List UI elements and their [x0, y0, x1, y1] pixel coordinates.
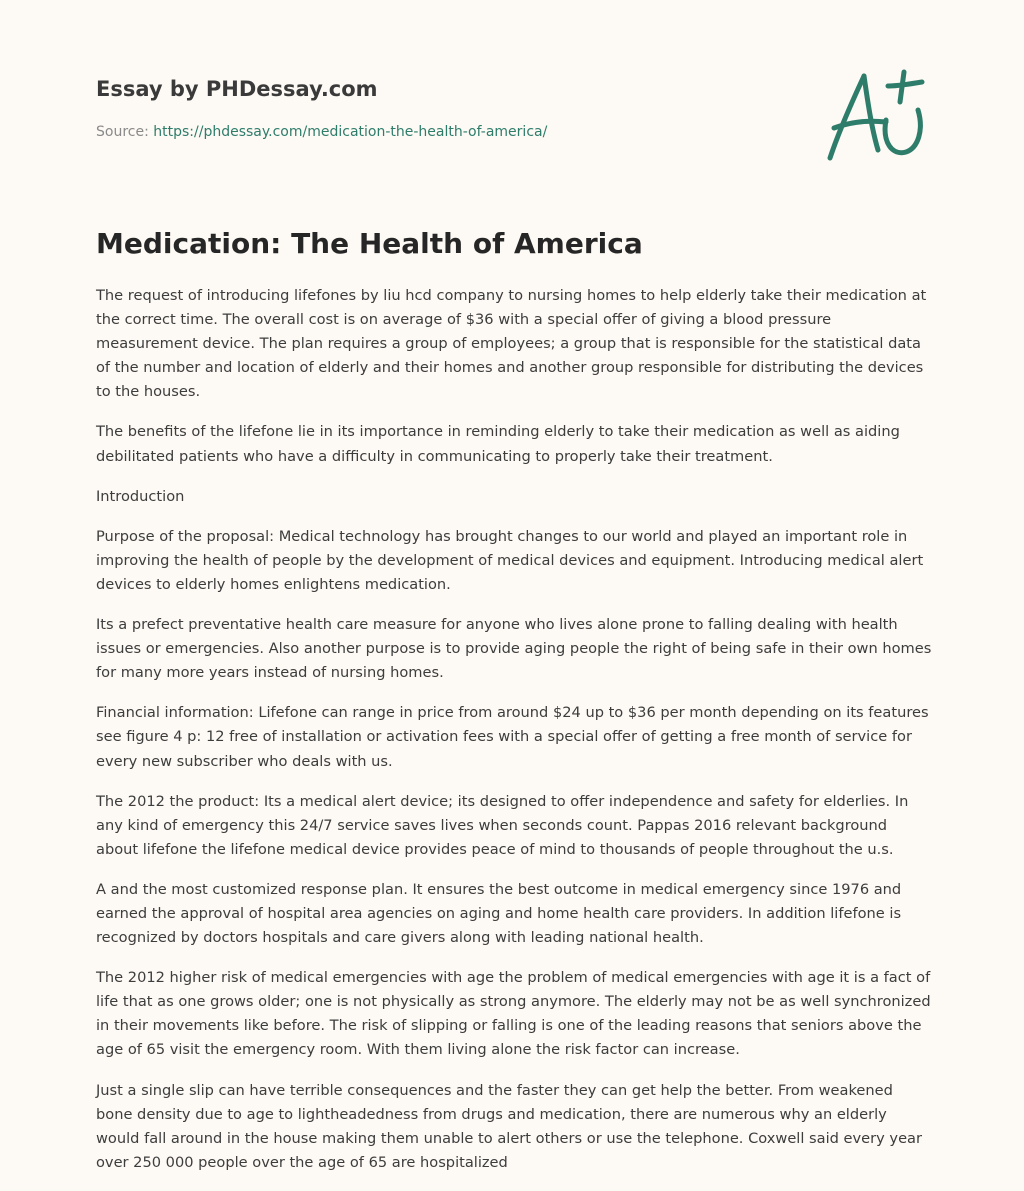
a-plus-logo-icon	[820, 64, 930, 168]
paragraph: Just a single slip can have terrible consequences and the faster they can get help the better. From weakened bone density due to age to lightheadedness from drugs and medication, there are numerous why an elderly would fall around in the house making them unable to alert others or use the telephone. Coxwell said every year over 250 000 people over the age of 65 are hospitalized	[96, 1081, 922, 1171]
article-body	[96, 284, 932, 1191]
brand-name: Essay by PHDessay.com	[96, 77, 378, 101]
paragraph: Financial information: Lifefone can range in price from around $24 up to $36 per month depending on its features see figure 4 p: 12 free of installation or activation fees with a special offer of getting a free month of service for every new subscriber who deals with us.	[96, 704, 929, 770]
paragraph: The benefits of the lifefone lie in its importance in reminding elderly to take their medication as well as aiding debilitated patients who have a difficulty in communicating to properly take their treatment.	[96, 423, 900, 465]
paragraph: The 2012 the product: Its a medical alert device; its designed to offer independence and safety for elderlies. In any kind of emergency this 24/7 service saves lives when seconds count. Pappas 2016 relevant background about lifefone the lifefone medical device provides peace of mind to thousands of people throughout the u.s.	[96, 792, 909, 858]
source-link[interactable]: https://phdessay.com/medication-the-health-of-america/	[153, 124, 548, 140]
article-title: Medication: The Health of America	[96, 227, 643, 260]
paragraph: Its a prefect preventative health care measure for anyone who lives alone prone to falling dealing with health issues or emergencies. Also another purpose is to provide aging people the right of being safe in their own homes for many more years instead of nursing homes.	[96, 616, 932, 682]
paragraph: The 2012 higher risk of medical emergencies with age the problem of medical emergencies with age it is a fact of life that as one grows older; one is not physically as strong anymore. The elderly may not be as well synchronized in their movements like before. The risk of slipping or falling is one of the leading reasons that seniors above the age of 65 visit the emergency room. With them living alone the risk factor can increase.	[96, 969, 931, 1059]
paragraph: A and the most customized response plan. It ensures the best outcome in medical emergency since 1976 and earned the approval of hospital area agencies on aging and home health care providers. In addition lifefone is recognized by doctors hospitals and care givers along with leading national health.	[96, 880, 902, 947]
source-label: Source:	[96, 124, 149, 140]
section-heading: Introduction	[96, 487, 185, 505]
paragraph: The request of introducing lifefones by liu hcd company to nursing homes to help elderly take their medication at the correct time. The overall cost is on average of $36 with a special offer of giving a blood pressure measurement device. The plan requires a group of employees; a group that is responsible for the statistical data of the number and location of elderly and their homes and another group responsible for distributing the devices to the houses.	[96, 287, 927, 401]
paragraph: Purpose of the proposal: Medical technology has brought changes to our world and played an important role in improving the health of people by the development of medical devices and equipment. Introducing medical alert devices to elderly homes enlightens medication.	[96, 527, 924, 593]
page-header	[96, 74, 796, 142]
source-line	[96, 122, 796, 142]
